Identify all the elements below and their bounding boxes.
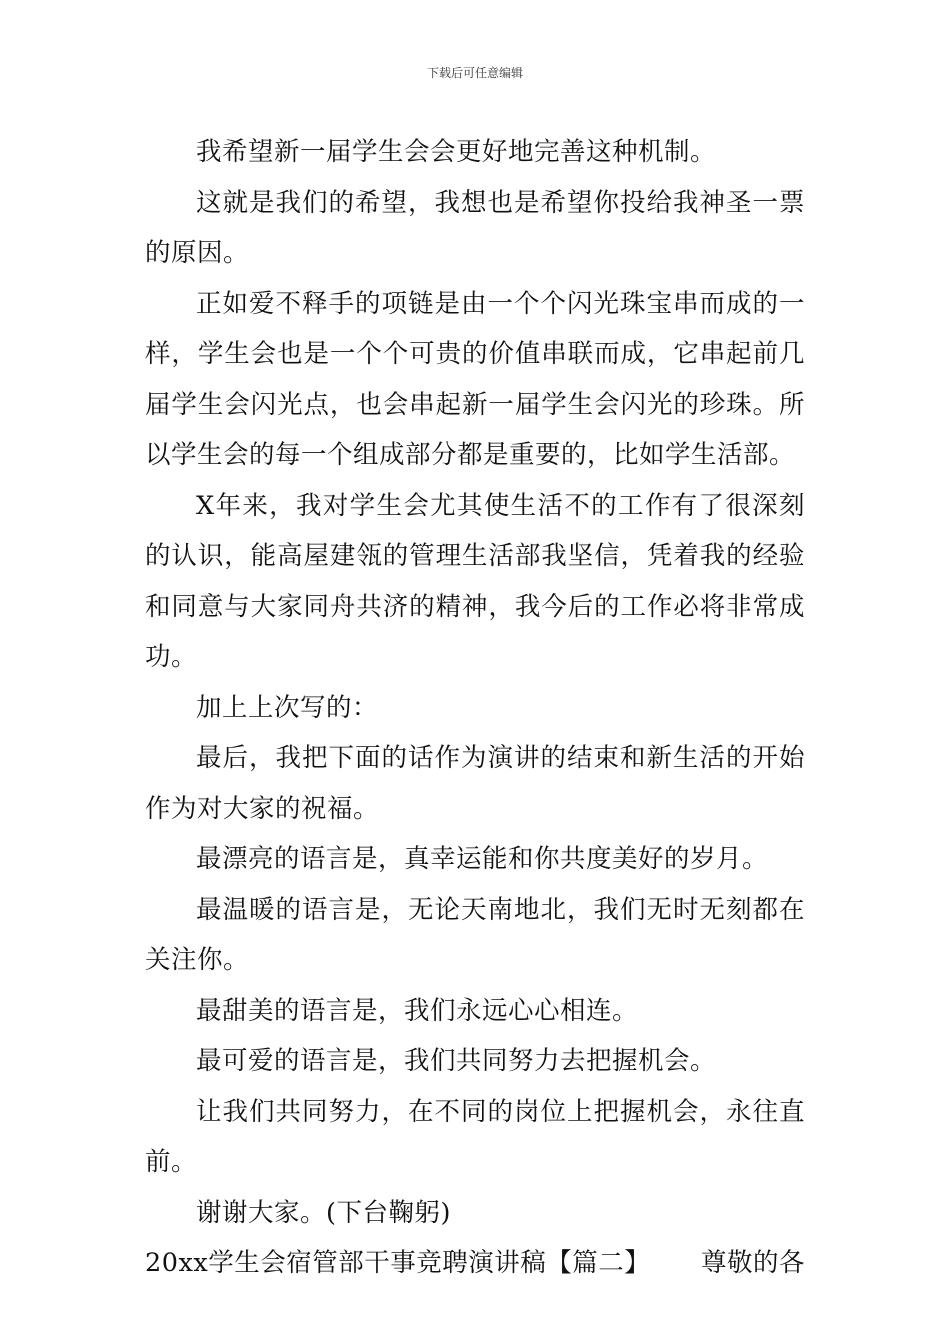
- paragraph: 这就是我们的希望，我想也是希望你投给我神圣一票的原因。: [145, 187, 805, 268]
- paragraph: 最漂亮的语言是，真幸运能和你共度美好的岁月。: [196, 844, 769, 874]
- section-heading: [145, 1238, 805, 1289]
- paragraph: 谢谢大家。(下台鞠躬): [196, 1197, 451, 1228]
- paragraph: 让我们共同努力，在不同的岗位上把握机会，永往直前。: [145, 1096, 805, 1177]
- section-heading-continuation: 尊敬的各: [700, 1248, 805, 1278]
- paragraph: 最后，我把下面的话作为演讲的结束和新生活的开始作为对大家的祝福。: [145, 743, 805, 824]
- paragraph: 加上上次写的：: [196, 692, 379, 723]
- paragraph: 正如爱不释手的项链是由一个个闪光珠宝串而成的一样，学生会也是一个个可贵的价值串联而成，它串起前几届学生会闪光点，也会串起新一届学生会闪光的珍珠。所以学生会的每一个组成部分都是重要的，比如学生活部。: [145, 288, 805, 470]
- paragraph: 最甜美的语言是，我们永远心心相连。: [196, 995, 639, 1026]
- page-header: 下载后可任意编辑: [426, 66, 523, 80]
- paragraph: 最可爱的语言是，我们共同努力去把握机会。: [196, 1046, 717, 1076]
- paragraph: 最温暖的语言是，无论天南地北，我们无时无刻都在关注你。: [145, 894, 805, 975]
- section-heading-title: 20xx学生会宿管部干事竞聘演讲稿【篇二】: [145, 1248, 651, 1278]
- document-body: [145, 127, 805, 1289]
- paragraph: 我希望新一届学生会会更好地完善这种机制。: [196, 137, 717, 167]
- paragraph: X年来，我对学生会尤其使生活不的工作有了很深刻的认识，能高屋建瓴的管理生活部我坚信，凭着我的经验和同意与大家同舟共济的精神，我今后的工作必将非常成功。: [145, 490, 805, 672]
